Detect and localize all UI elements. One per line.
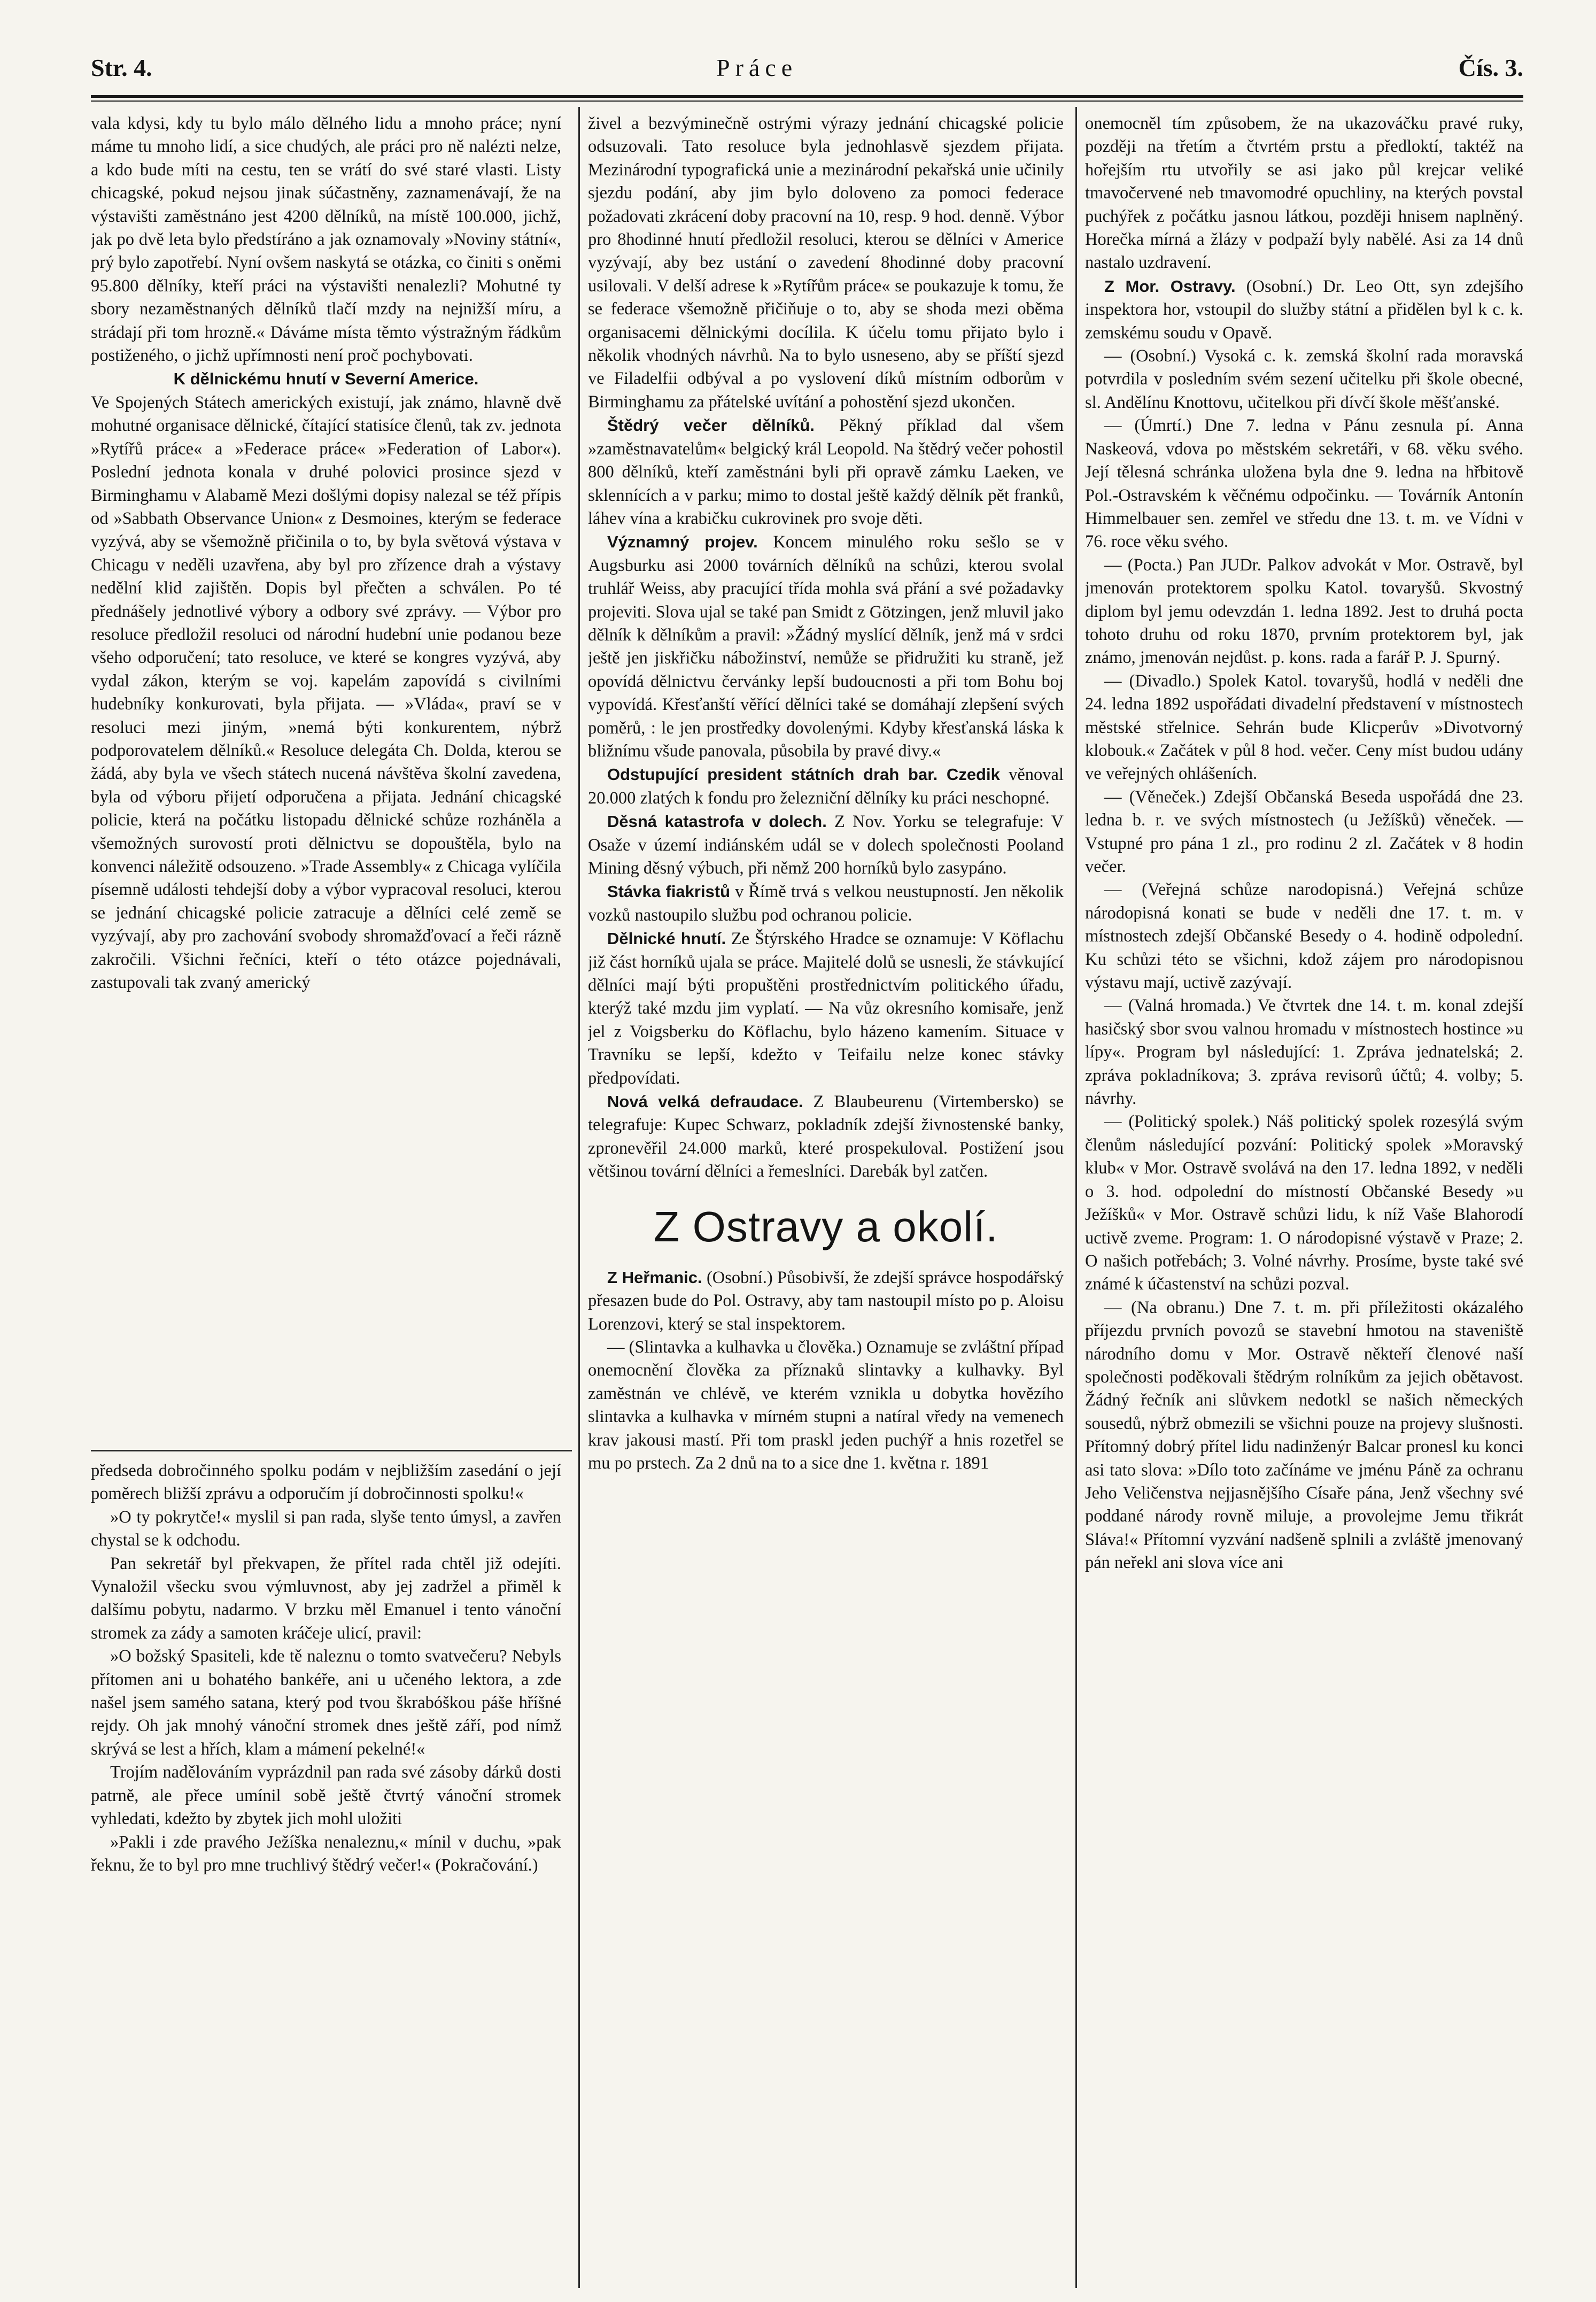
local-news-item: — (Pocta.) Pan JUDr. Palkov advokát v Mor. Ostravě, byl jmenován protektorem spolku Katol. tovaryšů. Skvostný diplom byl jemu odevzdán 1. ledna 1892. Jest to druhá pocta tohoto druhu od roku 1870, prvním protektorem byl, jak známo, jmenován nejdůst. p. kons. rada a farář P. J. Spurný. — [1085, 555, 1523, 668]
news-item: Děsná katastrofa v dolech. Z Nov. Yorku se telegrafuje: V Osaže v území indiánském udál se v dolech společnosti Pooland Mining děsný výbuch, při němž 200 horníků bylo zasypáno. — [588, 812, 1064, 878]
news-item: Významný projev. Koncem minulého roku sešlo se v Augsburku asi 2000 továrních dělníků na schůzi, kterou svolal truhlář Weiss, aby pracující třída mohla svá přání a své požadavky projeviti. Slova ujal se také pan Smidt z Götzingen, jenž mluvil jako dělník k dělníkům a pravil: »Žádný myslící dělník, jenž má v srdci ještě jen jiskřičku nábožinství, nemůže se přidružiti ku straně, jež opovídá dělnictvu červánky lepší budoucnosti a při tom Bohu boj vypovídá. Křesťanští věřící dělníci také se domáhají zlepšení svých poměrů, : le jen prostředky dovolenými. Kdyby křesťanská láska k bližnímu všude panovala, působila by pravé divy.« — [588, 532, 1064, 761]
local-news-item: Z Mor. Ostravy. (Osobní.) Dr. Leo Ott, syn zdejšího inspektora hor, vstoupil do služby státní a přidělen byl k c. k. zemskému soudu v Opavě. — [1085, 276, 1523, 343]
local-news-item: — (Divadlo.) Spolek Katol. tovaryšů, hodlá v neděli dne 24. ledna 1892 uspořádati divadelní představení v místnostech městské střelnice. Sehrán bude Klicperův »Divotvorný klobouk.« Začátek v půl 8 hod. večer. Ceny míst budou udány ve veřejných ohlášeních. — [1085, 671, 1523, 784]
local-news-item: — (Politický spolek.) Náš politický spolek rozesýlá svým členům následující pozvání: Politický spolek »Moravský klub« v Mor. Ostravě svolává na den 17. ledna 1892, v neděli o 3. hod. odpolední do místností Občanské Besedy »u Ježíšků« v Mor. Ostravě schůzi lidu, k níž Vaše Blahorodí uctivě zveme. Program: 1. O národopisné výstavě v Praze; 2. O našich potřebách; 3. Volné návrhy. Prosíme, byste také své známé k účastenství na schůzi pozval. — [1085, 1112, 1523, 1294]
local-news-item: — (Valná hromada.) Ve čtvrtek dne 14. t. m. konal zdejší hasičský sbor svou valnou hromadu v místnostech hostince »u lípy«. Program byl následující: 1. Zpráva jednatelská; 2. zpráva pokladníkova; 3. zpráva revisorů účtů; 4. volby; 5. návrhy. — [1085, 996, 1523, 1109]
news-item: Dělnické hnutí. Ze Štýrského Hradce se oznamuje: V Köflachu již část horníků ujala se práce. Majitelé dolů se usnesli, že stávkující dělníci mají býti propuštěni prostřednictvím politického úřadu, kterýž také mzdu jim vyplatí. — Na vůz okresního komisaře, jenž jel z Voigsberku do Köflachu, bylo házeno kamením. Situace v Travníku se lepší, kdežto v Teifailu nelze konec stávky předpovídati. — [588, 929, 1064, 1088]
newspaper-title: Práce — [716, 54, 798, 81]
news-item: Štědrý večer dělníků. Pěkný příklad dal všem »zaměstnavatelům« belgický král Leopold. Na štědrý večer pohostil 800 dělníků, kteří zaměstnáni byli při opravě zámku Laeken, ve sklennících a v parku; mimo to dostal ještě každý dělník pět franků, láhev vína a krabičku cukrovinek pro svoje děti. — [588, 416, 1064, 528]
news-item: Nová velká defraudace. Z Blaubeurenu (Virtembersko) se telegrafuje: Kupec Schwarz, pokladník zdejší živnostenské banky, zpronevěřil 24.000 marků, které prospekuloval. Postižení jsou většinou tovární dělníci a řemeslníci. Darebák byl zatčen. — [588, 1092, 1064, 1181]
page-header — [91, 53, 1523, 91]
local-news-continuation: onemocněl tím způsobem, že na ukazováčku pravé ruky, později na třetím a čtvrtém prstu a předloktí, taktéž na hořejším rtu utvořily se asi jako půl krejcar veliké tmavočervené neb tmavomodré opuchliny, na kterých povstal puchýřek z počátku jasnou látkou, později hnisem naplněný. Horečka mírná a žlázy v podpaží byly nabělé. Asi za 14 dnů nastalo uzdravení. — [1085, 114, 1523, 273]
feuilleton-paragraph: Pan sekretář byl překvapen, že přítel rada chtěl již odejíti. Vynaložil všecku svou výmluvnost, aby jej zadržel a přiměl k dalšímu pobytu, nadarmo. V brzku měl Emanuel i tento vánoční stromek za zády a samoten kráčeje ulicí, pravil: — [91, 1554, 561, 1643]
column-divider-left — [578, 107, 580, 2288]
column-divider-right — [1075, 107, 1077, 2288]
feuilleton-paragraph: »Pakli i zde pravého Ježíška nenaleznu,« mínil v duchu, »pak řeknu, že to byl pro mne truchlivý štědrý večer!« (Pokračování.) — [91, 1832, 561, 1875]
article-body-america: Ve Spojených Státech amerických existují, jak známo, hlavně dvě mohutné organisace dělnické, čítající statisíce členů, tak zv. jednota »Rytířů práce« a »Federace práce« »Federation of Labor«). Poslední jednota konala v druhé polovici prosince sjezd v Birminghamu v Alabamě Mezi došlými dopisy nalezal se též přípis od »Sabbath Observance Union« z Desmoines, kterým se federace vyzývá, aby se všemožně přičinila o to, by byla světová výstava v Chicagu v neděli uzavřena, aby byl pro zřízence drah a výstavy nedělní klid zajištěn. Dopis byl přečten a schválen. Po té přednášely jednotlivé výbory a odbory své zprávy. — Výbor pro resoluce předložil resoluci od národní hudební unie podanou beze všeho odporučení; tato resoluce, ve které se kongres vyzývá, aby vydal zákon, kterým se voj. kapelám zapovídá s civilními hudebníky konkurovati, byla přijata. — »Vláda«, praví se v resoluci mezi jiným, »nemá býti konkurentem, nýbrž podporovatelem dělníků.« Resoluce delegáta Ch. Dolda, kterou se žádá, aby byla ve všech státech nucená návštěva školní zavedena, byla od výboru přijetí odporučena a přijata. Jednání chicagské policie, která na počátku listopadu dělnické schůze rozháněla a všemožných surovostí proti dělnictvu se dopouštěla, bylo na konvenci náležitě odsouzeno. »Trade Assembly« z Chicaga vylíčila písemně události tehdejší doby a výbor vypracoval resoluci, kterou se jednání chicagské policie zatracuje a dělníci celé země se vyzývají, aby pro zachování svobody shromažďovací a řeči rázně zakročili. Všichni řečníci, kteří o této otázce pojednávali, zastupovali tak zvaný americký — [91, 392, 561, 993]
column-2 — [588, 112, 1064, 2154]
feuilleton-divider — [91, 1450, 572, 1451]
column-3 — [1085, 112, 1523, 2154]
section-heading-ostrava: Z Ostravy a okolí. — [653, 1202, 998, 1250]
local-news-item: Z Heřmanic. (Osobní.) Působivší, že zdejší správce hospodářský přesazen bude do Pol. Ostravy, aby tam nastoupil místo po p. Aloisu Lorenzovi, který se stal inspektorem. — [588, 1268, 1064, 1334]
feuilleton-paragraph: »O ty pokrytče!« myslil si pan rada, slyše tento úmysl, a zavřen chystal se k odchodu. — [91, 1507, 561, 1550]
feuilleton-paragraph: »O božský Spasiteli, kde tě naleznu o tomto svatvečeru? Nebyls přítomen ani u bohatého bankéře, ani u učeného lektora, a zde našel jsem samého satana, který pod tvou škrabóškou páše hříšné rejdy. Oh jak mnohý vánoční stromek dnes ještě září, pod nímž skrývá se lest a hřích, klam a mámení pekelné!« — [91, 1647, 561, 1759]
header-rule-thin — [91, 101, 1523, 102]
issue-number: Čís. 3. — [1458, 54, 1523, 81]
feuilleton-paragraph: Trojím nadělováním vyprázdnil pan rada své zásoby dárků dosti patrně, ale přece umínil sobě ještě čtvrtý vánoční stromek vyhledati, kdežto by zbytek jich mohl uložiti — [91, 1763, 561, 1829]
article-continuation-america: živel a bezvýminečně ostrými výrazy jednání chicagské policie odsuzovali. Tato resoluce byla jednohlasvě sjezdem přijata. Mezinárodní typografická unie a mezinárodní pekařská unie učinily sjezdu podání, aby jim bylo doloveno za pomoci federace požadovati zkrácení doby pracovní na 10, resp. 9 hod. denně. Výbor pro 8hodinné hnutí předložil resoluci, kterou se dělníci v Americe vyzývají, aby bez ustání o zavedení 8hodinné doby pracovní usilovali. V delší adrese k »Rytířům práce« se poukazuje k tomu, že se federace všemožně přičiňuje o to, aby se shoda mezi oběma organisacemi dělnickými docílila. K účelu tomu přijato bylo i několik vhodných návrhů. Na to bylo usneseno, aby se příští sjezd ve Filadelfii odbýval a po vyslovení díků místním odborům v Birminghamu za přátelské uvítání a pohostění sjezd ukončen. — [588, 114, 1064, 412]
local-news-item: — (Osobní.) Vysoká c. k. zemská školní rada moravská potvrdila v posledním svém sezení učitelku při škole obecné, sl. Andělínu Knottovu, učitelkou při dívčí škole měšťanské. — [1085, 346, 1523, 412]
news-item: Odstupující president státních drah bar. Czedik věnoval 20.000 zlatých k fondu pro železniční dělníky ku práci neschopné. — [588, 765, 1064, 808]
local-news-item: — (Slintavka a kulhavka u člověka.) Oznamuje se zvláštní případ onemocnění člověka za příznaků slintavky a kulhavky. Byl zaměstnán ve chlévě, ve kterém vznikla u dobytka hovězího slintavka a kulhavka v mírném stupni a natíral vředy na vemenech krav jakousi mastí. Při tom praskl jeden puchýř a hnis rozetřel se mu po prstech. Za 2 dnů na to a sice dne 1. května r. 1891 — [588, 1337, 1064, 1473]
local-news-item: — (Věneček.) Zdejší Občanská Beseda uspořádá dne 23. ledna b. r. ve svých místnostech (u Ježíšků) věneček. — Vstupné pro pána 1 zl., pro rodinu 2 zl. Začátek v 8 hodin večer. — [1085, 787, 1523, 876]
article-continuation: vala kdysi, kdy tu bylo málo dělného lidu a mnoho práce; nyní máme tu mnoho lidí, a sice chudých, ale práci pro ně nalézti nelze, a kdo bude míti na cestu, ten se vrátí do své staré vlasti. Listy chicagské, pokud nejsou jinak súčastněny, zaznamenávají, že na výstavišti zaměstnáno jest 4200 dělníků, na místě 100.000, jichž, jak po dvě leta bylo předstíráno a jak oznamovaly »Noviny státní«, prý bylo zapotřebí. Nyní ovšem naskytá se otázka, co činiti s oněmi 95.800 dělníky, kteří práci na výstavišti nenalezli? Mohutné ty sbory nezaměstnaných dělníků tlačí mzdy na nejnižší míru, a strádají při tom hrozně.« Dáváme místa těmto výstražným řádkům postiženého, o jichž upřímnosti není proč pochybovati. — [91, 114, 561, 366]
column-1-top — [91, 112, 561, 1446]
feuilleton-paragraph: předseda dobročinného spolku podám v nejbližším zasedání o její poměrech bližší zprávu a odporučím jí dobročinnosti spolku!« — [91, 1461, 561, 1504]
local-news-item: — (Veřejná schůze narodopisná.) Veřejná schůze národopisná konati se bude v neděli dne 17. t. m. v místnostech zdejší Občanské Besedy o 4. hodině odpolední. Ku schůzi této se všichni, kdož zájem pro národopisnou výstavu mají, uctivě zazývají. — [1085, 880, 1523, 993]
continuation-note: (Pokračování.) — [435, 1855, 538, 1875]
local-news-item: — (Na obranu.) Dne 7. t. m. při příležitosti okázalého příjezdu prvních povozů se stavební hmotou na staveniště národního domu v Mor. Ostravě někteří členové naší společnosti poděkovali štědrým rolníkům za jejich obětavost. Žádný řečník ani slůvkem nedotkl se našich německých sousedů, nýbrž obmezili se všichni pouze na projevy slušnosti. Přítomný dobrý přítel lidu nadinženýr Balcar pronesl ku konci asi tato slova: »Dílo toto začínáme ve jménu Páně za ochranu Jeho Veličenstva nejjasnějšího Císaře pána, Jenž všechny své poddané národy rovně miluje, a provolejme Jemu třikrát Sláva!« Přítomní vyzvání nadšeně splnili a zvláště jmenovaný pán neřekl ani slova více ani — [1085, 1297, 1523, 1573]
news-item: Stávka fiakristů v Římě trvá s velkou neustupností. Jen několik vozků nastoupilo službu pod ochranou policie. — [588, 882, 1064, 925]
local-news-item: — (Úmrtí.) Dne 7. ledna v Pánu zesnula pí. Anna Naskeová, vdova po městském sekretáři, v 68. věku svého. Její tělesná schránka uložena byla dne 9. ledna na hřbitově Pol.-Ostravském k věčnému odpočinku. — Továrník Antonín Himmelbauer sen. zemřel ve středu dne 13. t. m. ve Vídni v 76. roce věku svého. — [1085, 416, 1523, 552]
feuilleton — [91, 1459, 561, 2149]
header-rule — [91, 95, 1523, 98]
page-number: Str. 4. — [91, 54, 152, 81]
article-heading-america: K dělnickému hnutí v Severní Americe. — [173, 369, 479, 389]
